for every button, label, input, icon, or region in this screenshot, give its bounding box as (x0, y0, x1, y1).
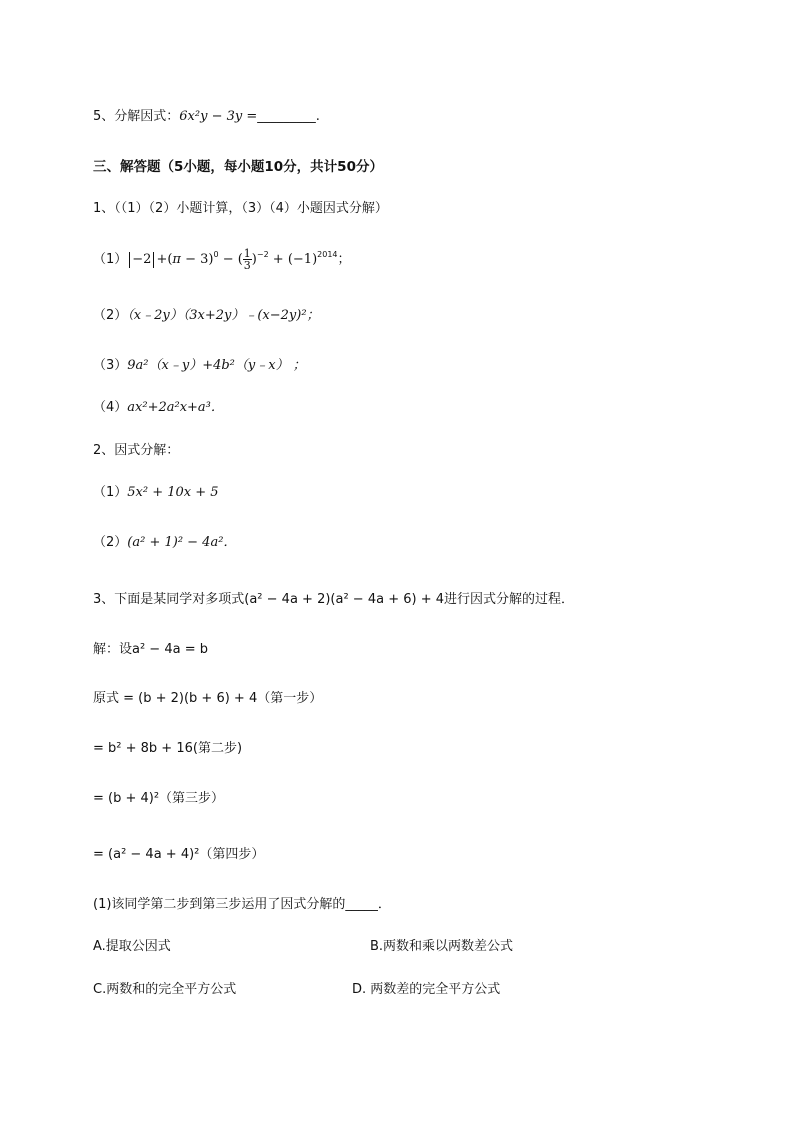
item-label: （1） (93, 252, 128, 267)
problem-3-subquestion-1: (1)该同学第二步到第三步运用了因式分解的_____． (93, 897, 391, 912)
q5-end: . (315, 109, 320, 124)
problem-3-step-3: = (b + 4)²（第三步） (93, 791, 225, 806)
item-2-expression: （x﹣2y）（3x+2y）﹣(x−2y)²； (127, 308, 320, 323)
fraction-one-third: $\frac{1}{3}$ (243, 247, 251, 272)
item-4-expression: ax²+2a²x+a³． (127, 400, 224, 415)
problem-2-intro: 2、因式分解： (93, 443, 180, 458)
item-label: （2） (93, 535, 128, 550)
option-a[interactable]: A.提取公因式 (93, 939, 171, 954)
option-c[interactable]: C.两数和的完全平方公式 (93, 982, 237, 997)
problem-1-intro: 1、（（1）（2）小题计算，（3）（4）小题因式分解） (93, 201, 388, 216)
item-1-formula: $-2 +(\pi - 3)^0$ − ( $\frac{1}{3}$ )$^{-2} + (-1)^{2014}$ (127, 252, 337, 267)
q5-prefix: 5、分解因式： (93, 109, 180, 124)
item-label: （1） (93, 485, 128, 500)
problem-1-item-2 (93, 306, 320, 326)
option-b[interactable]: B.两数和乘以两数差公式 (370, 939, 514, 954)
problem-3-intro: 3、下面是某同学对多项式(a² − 4a + 2)(a² − 4a + 6) + 4进行因式分解的过程． (93, 592, 574, 607)
q5-blank[interactable]: _________ (257, 109, 316, 124)
question-5 (93, 107, 320, 127)
p2-item-2-expression: (a² + 1)² − 4a²． (127, 535, 237, 550)
problem-3-step-2: = b² + 8b + 16(第二步) (93, 741, 243, 756)
section-heading: 三、解答题（5小题，每小题10分，共计50分） (93, 159, 383, 175)
item-label: （4） (93, 400, 128, 415)
item-1-end: ； (337, 252, 351, 267)
problem-1-item-1 (93, 248, 351, 272)
item-3-expression: 9a²（x﹣y）+4b²（y﹣x） ； (127, 358, 306, 373)
problem-3-step-1: 原式 = (b + 2)(b + 6) + 4（第一步） (93, 691, 323, 706)
problem-1-item-3 (93, 356, 306, 376)
item-label: （2） (93, 308, 128, 323)
option-d[interactable]: D. 两数差的完全平方公式 (352, 982, 501, 997)
problem-2-item-2 (93, 533, 236, 553)
item-label: （3） (93, 358, 128, 373)
q5-expression: 6x²y − 3y = (179, 109, 258, 124)
problem-3-solution-setup: 解：设a² − 4a = b (93, 642, 208, 657)
problem-1-item-4 (93, 398, 224, 418)
p2-item-1-expression: 5x² + 10x + 5 (127, 485, 219, 500)
problem-2-item-1 (93, 483, 219, 503)
problem-3-step-4: = (a² − 4a + 4)²（第四步） (93, 847, 265, 862)
